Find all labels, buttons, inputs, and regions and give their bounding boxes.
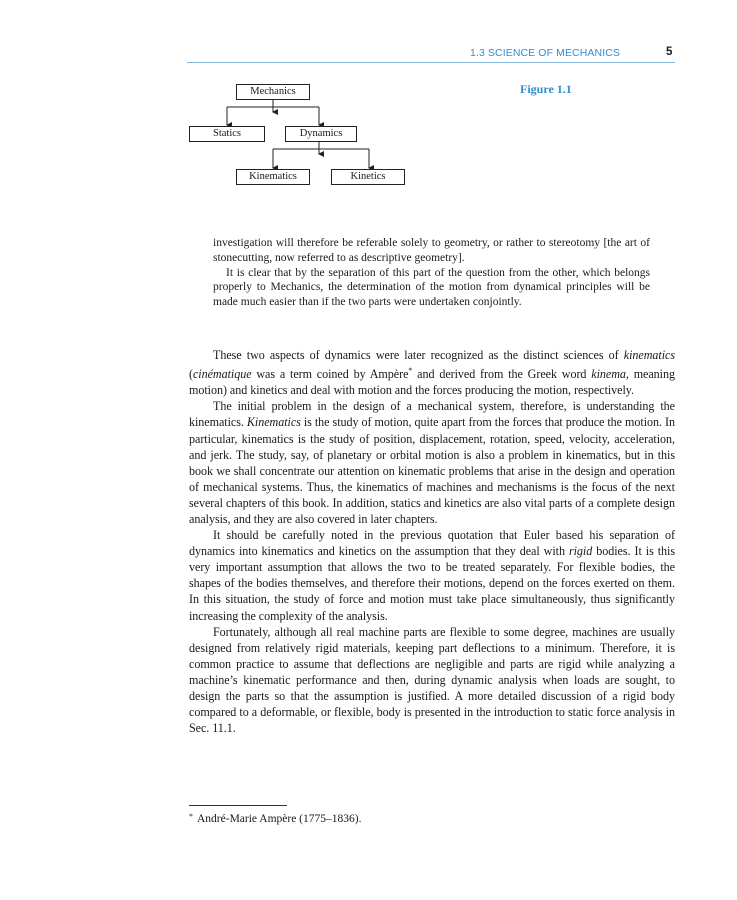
running-header-section: 1.3 SCIENCE OF MECHANICS bbox=[470, 47, 621, 59]
body-paragraph-4: Fortunately, although all real machine parts are flexible to some degree, machines are usually designed from relatively rigid materials, keeping part deflections to a minimum. Therefore, it is common practice to assume that deflections are negligible and parts are rigid while analyzing a machine’s kinematic performance and then, during dynamic analysis when loads are sought, to design the parts so that the assumption is justified. A more detailed discussion of a rigid body compared to a deformable, or flexible, body is presented in the introduction to static force analysis in Sec. 11.1. bbox=[189, 624, 675, 736]
footnote-rule bbox=[189, 805, 287, 806]
footnote-marker: * bbox=[408, 366, 413, 376]
body-paragraph-3: It should be carefully noted in the previous quotation that Euler based his separation of dynamics into kinematics and kinetics on the assumption that they deal with rigid bodies. It is this very important assumption that allows the two to be treated separately. For flexible bodies, the shapes of the bodies themselves, and therefore their motions, depend on the forces exerted on them. In this situation, the study of force and motion must take place simultaneously, thus significantly increasing the complexity of the analysis. bbox=[189, 528, 675, 623]
node-kinetics: Kinetics bbox=[331, 169, 405, 185]
term-rigid: rigid bbox=[568, 544, 593, 559]
footnote bbox=[189, 812, 361, 825]
page-number: 5 bbox=[666, 46, 673, 58]
euler-quotation bbox=[213, 236, 650, 310]
term-kinema: kinema bbox=[591, 367, 626, 382]
node-mechanics: Mechanics bbox=[236, 84, 310, 100]
footnote-marker-label: * bbox=[189, 812, 193, 821]
node-dynamics: Dynamics bbox=[285, 126, 357, 142]
quote-paragraph-1: investigation will therefore be referable solely to geometry, or rather to stereotomy [the art of stonecutting, now referred to as descriptive geometry]. bbox=[213, 237, 650, 264]
body-paragraph-2: The initial problem in the design of a mechanical system, therefore, is understanding the kinematics. Kinematics is the study of motion, quite apart from the forces that produce the motion. In particular, kinematics is the study of position, displacement, rotation, speed, velocity, acceleration, and jerk. The study, say, of planetary or orbital motion is also a problem in kinematics, but in this book we shall concentrate our attention on kinematic problems that arise in the design and operation of mechanical systems. Thus, the kinematics of machines and mechanisms is the focus of the next several chapters of this book. In addition, statics and kinetics are also vital parts of a complete design analysis, and they are also covered in later chapters. bbox=[189, 399, 675, 526]
quote-paragraph-2: It is clear that by the separation of this part of the question from the other, which belongs properly to Mechanics, the determination of the motion from dynamical principles will be made much easier than if the two parts were undertaken conjointly. bbox=[213, 266, 650, 309]
term-kinematics: kinematics bbox=[623, 348, 675, 362]
mechanics-hierarchy-diagram bbox=[185, 80, 415, 192]
footnote-text: André-Marie Ampère (1775–1836). bbox=[197, 813, 362, 825]
term-cinematique: cinématique bbox=[192, 367, 252, 382]
node-kinematics: Kinematics bbox=[236, 169, 310, 185]
header-rule bbox=[187, 62, 675, 63]
body-text bbox=[189, 347, 675, 736]
term-kinematics-defined: Kinematics bbox=[246, 415, 301, 430]
node-statics: Statics bbox=[189, 126, 265, 142]
body-paragraph-1: These two aspects of dynamics were later recognized as the distinct sciences of kinematics (cinématique was a term coined by Ampère* and derived from the Greek word kinema, meaning motion) and kinetics and deal with motion and the forces producing the motion, respectively. bbox=[189, 348, 675, 398]
figure-caption: Figure 1.1 bbox=[520, 82, 572, 96]
